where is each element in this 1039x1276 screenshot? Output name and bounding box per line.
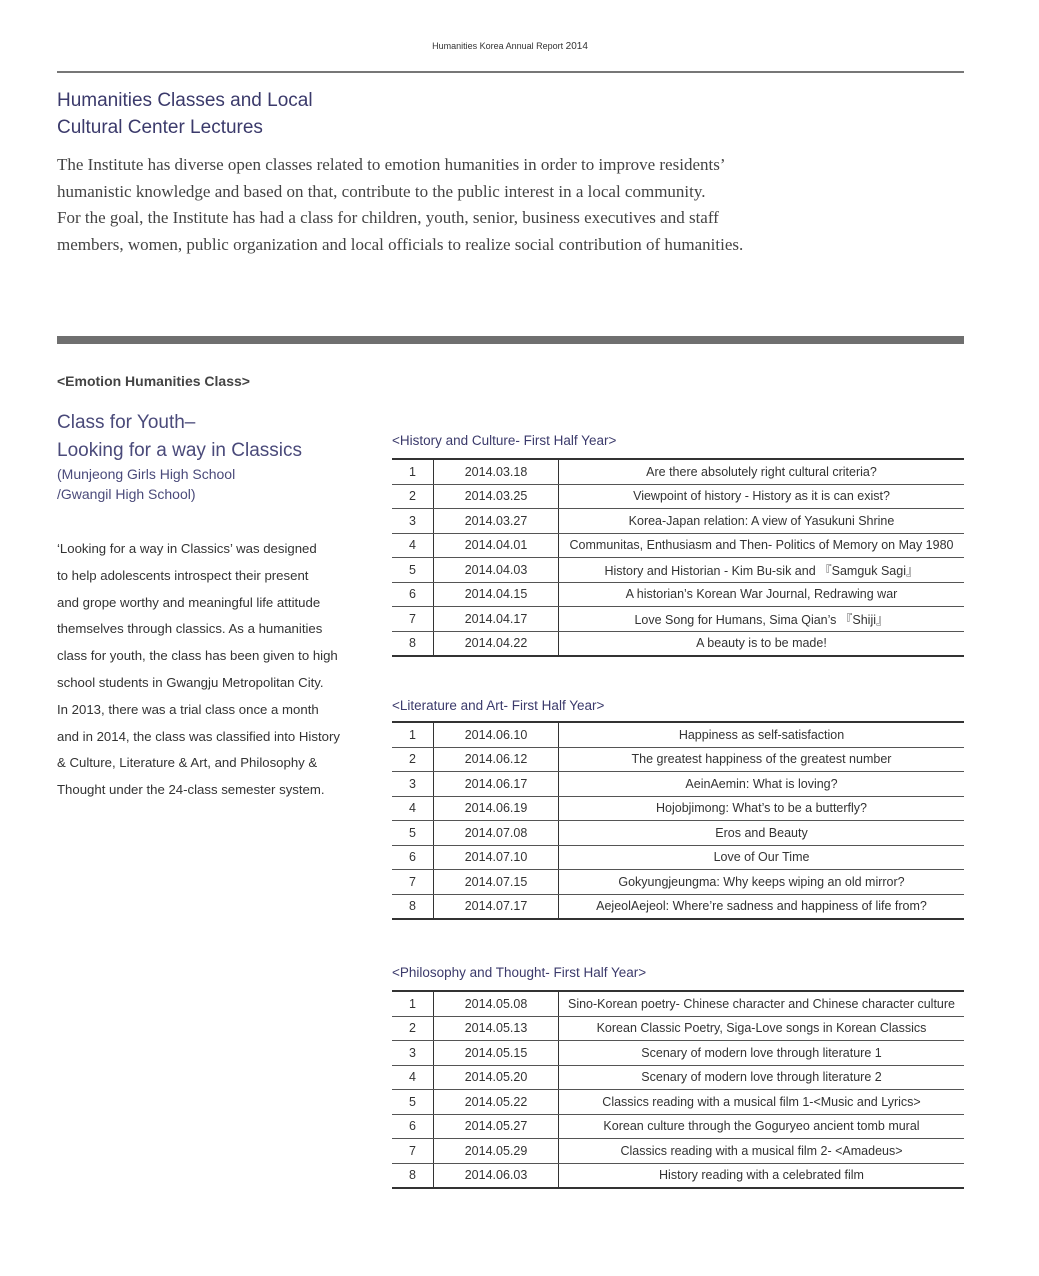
table-row [392,796,964,821]
row-date: 2014.05.08 [434,991,559,1016]
table-row [392,1139,964,1164]
header-divider [57,71,964,73]
row-topic: A beauty is to be made! [696,636,827,651]
row-date: 2014.05.20 [434,1065,559,1090]
table-row [392,747,964,772]
table-row [392,1065,964,1090]
table-row [392,772,964,797]
row-topic: Classics reading with a musical film 1-<Music and Lyrics> [559,1090,965,1115]
row-number: 4 [392,796,434,821]
table-row [392,894,964,919]
row-topic: Korea-Japan relation: A view of Yasukuni Shrine [559,509,965,534]
literature-art-schedule [392,696,964,920]
class-schools [57,464,235,504]
description-line: and in 2014, the class was classified into History [57,728,340,744]
class-title [57,409,302,465]
row-number: 2 [392,484,434,509]
row-date: 2014.07.15 [434,870,559,895]
row-topic: A historian’s Korean War Journal, Redrawing war [559,582,965,607]
row-date: 2014.03.27 [434,509,559,534]
section-label: <Emotion Humanities Class> [57,373,250,389]
table-row [392,821,964,846]
row-number: 2 [392,747,434,772]
table-row [392,607,964,632]
row-topic: History and Historian - Kim Bu-sik and 『Samguk Sagi』 [559,558,965,583]
description-line: Thought under the 24-class semester system. [57,782,325,798]
table-row [392,484,964,509]
description-line: themselves through classics. As a humanities [57,621,323,637]
row-topic: Love of Our Time [559,845,965,870]
schedule-table [392,990,964,1189]
row-number: 5 [392,1090,434,1115]
row-date: 2014.05.29 [434,1139,559,1164]
row-number: 5 [392,558,434,583]
row-date: 2014.06.03 [434,1163,559,1188]
table-row [392,870,964,895]
intro-line: members, women, public organization and local officials to realize social contribution of humanities. [57,234,744,254]
table-row [392,991,964,1016]
row-topic: Scenary of modern love through literature 2 [559,1065,965,1090]
table-title: <History and Culture- First Half Year> [392,433,617,448]
description-line: school students in Gwangju Metropolitan City. [57,674,324,690]
intro-paragraph [57,152,777,258]
row-number: 1 [392,722,434,747]
row-date: 2014.07.17 [434,894,559,919]
row-number: 3 [392,1041,434,1066]
class-description [57,536,347,804]
row-date: 2014.03.25 [434,484,559,509]
table-title: <Philosophy and Thought- First Half Year> [392,965,647,980]
row-number: 7 [392,870,434,895]
row-topic: Eros and Beauty [559,821,965,846]
table-row [392,1090,964,1115]
row-date: 2014.04.01 [434,533,559,558]
description-line: In 2013, there was a trial class once a month [57,701,319,717]
row-topic: Gokyungjeungma: Why keeps wiping an old mirror? [559,870,965,895]
row-number: 8 [392,1163,434,1188]
row-topic: Viewpoint of history - History as it is can exist? [559,484,965,509]
table-row [392,722,964,747]
row-number: 1 [392,459,434,484]
row-topic: Sino-Korean poetry- Chinese character and Chinese character culture [559,991,965,1016]
description-line: & Culture, Literature & Art, and Philosophy & [57,755,318,771]
row-number: 6 [392,582,434,607]
intro-line: The Institute has diverse open classes related to emotion humanities in order to improve residents’ [57,155,726,174]
table-row [392,1163,964,1188]
class-title-line: Class for Youth– [57,412,196,433]
row-number: 2 [392,1016,434,1041]
row-topic: Are there absolutely right cultural criteria? [559,459,965,484]
row-date: 2014.07.10 [434,845,559,870]
row-date: 2014.04.15 [434,582,559,607]
row-topic: Hojobjimong: What’s to be a butterfly? [559,796,965,821]
description-line: to help adolescents introspect their present [57,567,309,583]
row-number: 4 [392,533,434,558]
row-topic: Scenary of modern love through literature 1 [559,1041,965,1066]
table-row [392,1016,964,1041]
row-topic: Korean culture through the Goguryeo ancient tomb mural [559,1114,965,1139]
row-number: 3 [392,772,434,797]
row-topic: Happiness as self-satisfaction [559,722,965,747]
row-number: 6 [392,1114,434,1139]
row-number: 4 [392,1065,434,1090]
row-topic: Love Song for Humans, Sima Qian’s 『Shiji』 [559,607,965,632]
table-row [392,631,964,656]
row-topic: History reading with a celebrated film [659,1168,864,1183]
row-topic: Classics reading with a musical film 2- <Amadeus> [559,1139,965,1164]
row-date: 2014.04.17 [434,607,559,632]
row-number: 8 [392,631,434,656]
row-date: 2014.04.22 [434,631,559,656]
row-number: 6 [392,845,434,870]
row-topic: AejeolAejeol: Where’re sadness and happiness of life from? [596,899,927,914]
row-topic: Communitas, Enthusiasm and Then- Politics of Memory on May 1980 [559,533,965,558]
philosophy-thought-schedule [392,963,964,1189]
row-topic: AeinAemin: What is loving? [559,772,965,797]
row-date: 2014.06.12 [434,747,559,772]
row-date: 2014.05.13 [434,1016,559,1041]
table-row [392,582,964,607]
row-date: 2014.06.10 [434,722,559,747]
table-row [392,533,964,558]
row-topic: Korean Classic Poetry, Siga-Love songs in Korean Classics [559,1016,965,1041]
row-date: 2014.04.03 [434,558,559,583]
school-line: (Munjeong Girls High School [57,466,236,482]
row-date: 2014.05.15 [434,1041,559,1066]
row-date: 2014.06.17 [434,772,559,797]
row-number: 1 [392,991,434,1016]
class-title-line: Looking for a way in Classics [57,440,302,461]
row-number: 7 [392,607,434,632]
table-row [392,1041,964,1066]
row-number: 8 [392,894,434,919]
table-row [392,509,964,534]
row-date: 2014.03.18 [434,459,559,484]
row-topic: The greatest happiness of the greatest number [559,747,965,772]
school-line: /Gwangil High School) [57,486,196,502]
row-date: 2014.05.22 [434,1090,559,1115]
row-date: 2014.06.19 [434,796,559,821]
row-date: 2014.05.27 [434,1114,559,1139]
report-year: 2014 [565,41,588,52]
table-row [392,1114,964,1139]
row-number: 3 [392,509,434,534]
description-line: ‘Looking for a way in Classics’ was designed [57,541,317,556]
table-row [392,459,964,484]
table-row [392,558,964,583]
report-name: Humanities Korea Annual Report [432,41,564,51]
row-number: 5 [392,821,434,846]
table-row [392,845,964,870]
description-line: class for youth, the class has been given to high [57,648,338,664]
intro-line: humanistic knowledge and based on that, contribute to the public interest in a local community. [57,181,706,201]
row-date: 2014.07.08 [434,821,559,846]
intro-line: For the goal, the Institute has had a class for children, youth, senior, business executives and staff [57,208,719,227]
table-title: <Literature and Art- First Half Year> [392,698,605,713]
page-title: Humanities Classes and Local Cultural Center Lectures [57,90,313,138]
description-line: and grope worthy and meaningful life attitude [57,594,321,610]
schedule-table [392,458,964,657]
page-header [0,41,1020,52]
row-number: 7 [392,1139,434,1164]
section-divider [57,336,964,344]
history-culture-schedule [392,431,964,657]
schedule-table [392,721,964,920]
